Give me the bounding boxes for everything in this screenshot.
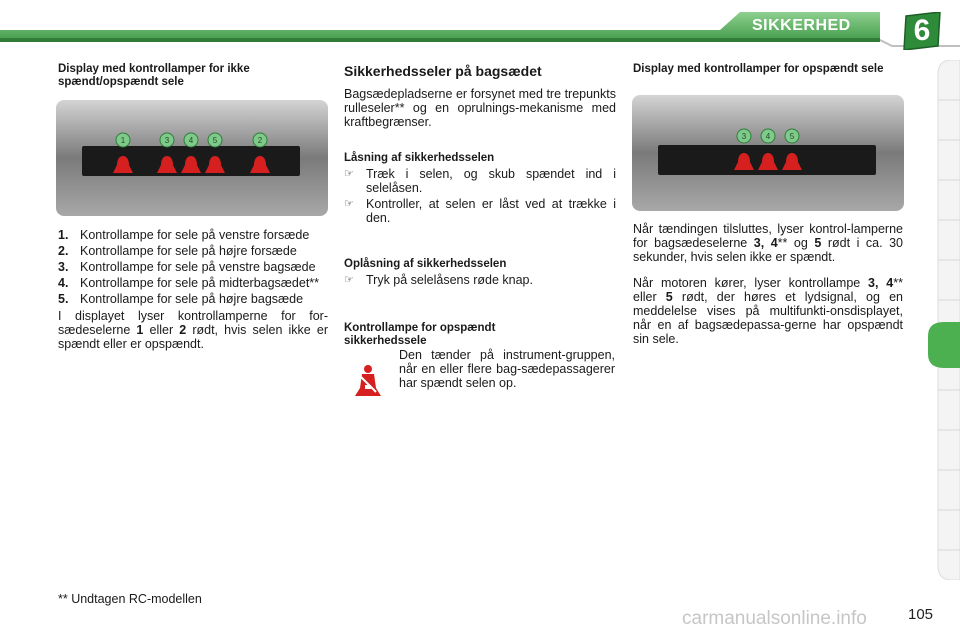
unfastened-belt-display (56, 100, 328, 216)
footnote: ** Undtagen RC-modellen (58, 592, 202, 606)
mid-title: Sikkerhedsseler på bagsædet (344, 63, 542, 79)
warning-lamp-heading: Kontrollampe for opspændt sikkerhedssele (344, 322, 496, 347)
list-item: 1. Kontrollampe for sele på venstre forsæde (58, 228, 310, 242)
mid-intro: Bagsædepladserne er forsynet med tre trepunkts rulleseler** og en oprulnings-mekanisme med kraftbegrænser. (344, 87, 616, 129)
svg-text:1: 1 (120, 136, 126, 145)
right-heading: Display med kontrollamper for opspændt sele (633, 63, 884, 75)
chapter-number: 6 (913, 14, 931, 47)
pointer-icon: ☞ (344, 274, 354, 286)
unlock-steps (344, 273, 616, 287)
list-item: ☞ Kontroller, at selen er låst ved at trække i den. (344, 197, 616, 225)
unlock-heading: Oplåsning af sikkerhedsselen (344, 258, 507, 270)
right-paragraph-1: Når tændingen tilsluttes, lyser kontrol-lamperne for bagsædeselerne 3, 4** og 5 rødt i ca. 30 sekunder, hvis selen ikke er spændt. (633, 222, 903, 264)
pointer-icon: ☞ (344, 198, 354, 210)
left-paragraph: I displayet lyser kontrollamperne for for-sædeselerne 1 eller 2 rødt, hvis selen ikke er spændt eller er opspændt. (58, 309, 328, 351)
list-item: 4. Kontrollampe for sele på midterbagsædet** (58, 276, 320, 290)
svg-text:4: 4 (188, 136, 194, 145)
list-item: ☞ Træk i selen, og skub spændet ind i selelåsen. (344, 167, 616, 195)
warning-lamp-text: Den tænder på instrument-gruppen, når en eller flere bag-sædepassagerer har spændt selen op. (399, 348, 615, 390)
list-item: 3. Kontrollampe for sele på venstre bagsæde (58, 260, 316, 274)
chapter-side-tabs (924, 60, 960, 580)
right-paragraph-2: Når motoren kører, lyser kontrollampe 3, 4** eller 5 rødt, der høres et lydsignal, og en meddelelse vises på multifunkti-onsdisplayet, når en af bagsædepassa-gerne har opspændt sin sele. (633, 276, 903, 346)
watermark: carmanualsonline.info (682, 608, 867, 629)
lock-heading: Låsning af sikkerhedsselen (344, 152, 495, 164)
svg-text:3: 3 (741, 132, 747, 141)
svg-text:4: 4 (765, 132, 771, 141)
seatbelt-warning-icon (350, 364, 386, 400)
lock-steps (344, 167, 616, 225)
svg-text:3: 3 (164, 136, 170, 145)
svg-text:5: 5 (212, 136, 218, 145)
svg-text:5: 5 (789, 132, 795, 141)
fastened-belt-display (632, 95, 904, 211)
list-item: 2. Kontrollampe for sele på højre forsæde (58, 244, 297, 258)
svg-text:2: 2 (257, 136, 263, 145)
left-heading: Display med kontrollamper for ikke spændt/opspændt sele (58, 63, 250, 88)
list-item: 5. Kontrollampe for sele på højre bagsæde (58, 292, 304, 306)
page-number: 105 (908, 606, 934, 623)
list-item: ☞ Tryk på selelåsens røde knap. (344, 273, 533, 287)
section-title: SIKKERHED (752, 17, 851, 34)
pointer-icon: ☞ (344, 168, 354, 180)
lamp-list (58, 228, 328, 351)
